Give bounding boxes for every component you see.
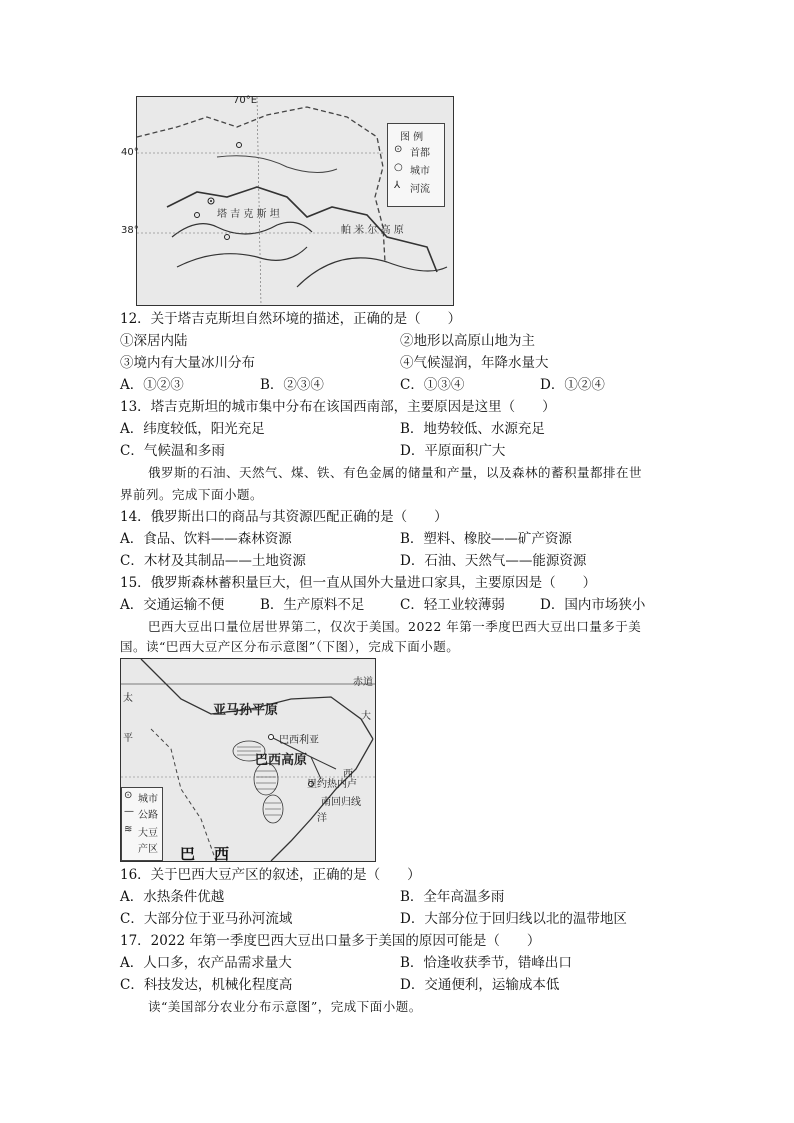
rio-label: 里约热内卢 [307,779,357,790]
russia-intro-line-2: 界前列。完成下面小题。 [120,487,264,502]
equator-label: 赤道 [353,677,373,688]
q14-option-d[interactable]: D．石油、天然气——能源资源 [400,553,587,569]
legend-river: 河流 [410,184,430,195]
amazon-label: 亚马孙平原 [213,703,279,718]
usa-intro: 读“美国部分农业分布示意图”，完成下面小题。 [148,999,422,1014]
q13-option-a[interactable]: A．纬度较低，阳光充足 [120,421,265,437]
q16-option-a[interactable]: A．水热条件优越 [120,889,225,905]
q14-option-c[interactable]: C．木材及其制品——土地资源 [120,553,306,569]
legend-city: 城市 [138,794,158,805]
pacific-label-ping: 平 [123,733,133,744]
q14-option-b[interactable]: B．塑料、橡胶——矿产资源 [400,531,572,547]
brazil-intro-line-2: 国。读“巴西大豆产区分布示意图”（下图），完成下面小题。 [120,639,460,654]
map2-legend [121,787,163,861]
map1-legend [387,123,445,207]
q17-option-b[interactable]: B．恰逢收获季节，错峰出口 [400,955,572,971]
longitude-label: 70°E [233,95,258,106]
q15-stem: 15．俄罗斯森林蓄积量巨大，但一直从国外大量进口家具，主要原因是（ ） [120,575,597,591]
q12-option-b[interactable]: B．②③④ [260,377,324,393]
ocean-label-yang: 洋 [317,813,327,824]
ocean-label-da: 大 [361,711,371,722]
legend-city: 城市 [410,166,430,177]
city-icon: ⊙ [124,790,133,801]
q13-option-d[interactable]: D．平原面积广大 [400,443,506,459]
q12-statement-3: ③境内有大量冰川分布 [120,355,255,371]
q16-stem: 16．关于巴西大豆产区的叙述，正确的是（ ） [120,867,421,883]
legend-soy-1: 大豆 [138,828,158,839]
q16-option-d[interactable]: D．大部分位于回归线以北的温带地区 [400,911,627,927]
tajikistan-map [121,95,454,306]
q17-option-a[interactable]: A．人口多，农产品需求量大 [120,955,292,971]
ocean-label-xi: 西 [343,769,353,780]
q17-option-d[interactable]: D．交通便利，运输成本低 [400,977,560,993]
q12-statement-4: ④气候湿润，年降水量大 [400,355,549,371]
q17-option-c[interactable]: C．科技发达，机械化程度高 [120,977,293,993]
q17-stem: 17．2022 年第一季度巴西大豆出口量多于美国的原因可能是（ ） [120,933,541,949]
q14-option-a[interactable]: A．食品、饮料——森林资源 [120,531,292,547]
city-icon: ○ [394,162,403,173]
river-icon: ⅄ [394,180,401,191]
q12-option-c[interactable]: C．①③④ [400,377,465,393]
capital-icon: ⊙ [394,144,403,155]
latitude-40-label: 40° [121,147,139,158]
q16-option-b[interactable]: B．全年高温多雨 [400,889,505,905]
q13-option-b[interactable]: B．地势较低、水源充足 [400,421,545,437]
brasilia-label: 巴西利亚 [279,735,319,746]
q12-stem: 12．关于塔吉克斯坦自然环境的描述，正确的是（ ） [120,311,462,327]
q13-option-c[interactable]: C．气候温和多雨 [120,443,225,459]
q12-option-a[interactable]: A．①②③ [120,377,184,393]
q15-option-b[interactable]: B．生产原料不足 [260,597,365,613]
tropic-label: 南回归线 [321,797,361,808]
brazil-map-caption: 巴 西 [180,845,232,863]
pacific-label-tai: 太 [123,693,133,704]
plateau-label: 帕 米 尔 高 原 [341,225,404,236]
brazil-soybean-map [120,658,376,862]
brazil-intro-line-1: 巴西大豆出口量位居世界第二，仅次于美国。2022 年第一季度巴西大豆出口量多于美 [148,619,642,634]
soybean-area-icon: ≋ [124,824,133,835]
legend-soy-2: 产区 [138,844,158,855]
legend-capital: 首都 [410,148,430,159]
q15-option-d[interactable]: D．国内市场狭小 [540,597,646,613]
country-label: 塔 吉 克 斯 坦 [217,209,280,220]
legend-title: 图 例 [400,132,424,143]
road-icon: — [124,806,134,817]
q14-stem: 14．俄罗斯出口的商品与其资源匹配正确的是（ ） [120,509,448,525]
q12-option-d[interactable]: D．①②④ [540,377,605,393]
highland-label: 巴西高原 [255,753,308,768]
q13-stem: 13．塔吉克斯坦的城市集中分布在该国西南部，主要原因是这里（ ） [120,399,556,415]
q15-option-c[interactable]: C．轻工业较薄弱 [400,597,505,613]
q15-option-a[interactable]: A．交通运输不便 [120,597,225,613]
q16-option-c[interactable]: C．大部分位于亚马孙河流域 [120,911,293,927]
legend-road: 公路 [138,810,158,821]
russia-intro-line-1: 俄罗斯的石油、天然气、煤、铁、有色金属的储量和产量，以及森林的蓄积量都排在世 [148,465,643,480]
latitude-38-label: 38° [121,225,139,236]
q12-statement-1: ①深居内陆 [120,333,188,349]
q12-statement-2: ②地形以高原山地为主 [400,333,535,349]
